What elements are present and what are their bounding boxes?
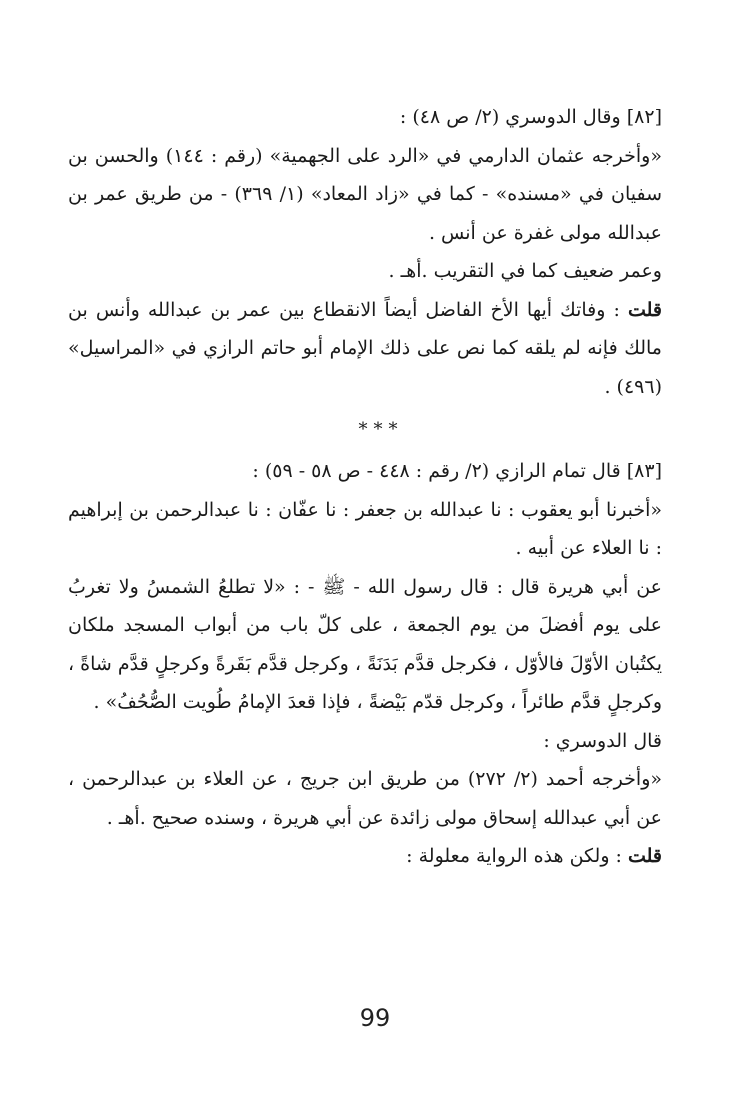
paragraph — [68, 491, 694, 568]
paragraph-text: [٨٢] وقال الدوسري (٢/ ص ٤٨) : — [399, 106, 662, 128]
paragraph-lead: قلت — [627, 298, 662, 321]
paragraph-text: عن أبي هريرة قال : قال رسول الله - ﷺ - : «لا تطلعُ الشمسُ ولا تغربُ على يوم أفضلَ من يوم الجمعة ، على كلّ باب من أبواب المسجد ملكان يكتُبان الأوّلَ فالأوّل ، فكرجل قدَّم بَدَنَةً ، وكرجل قدَّم بَقَرةً وكرجلٍ قدَّم شاةً ، وكرجلٍ قدَّم طائراً ، وكرجل قدّم بَيْضةً ، فإذا قعدَ الإمامُ طُويت الصُّحُفُ» . — [68, 575, 662, 713]
page-number: 99 — [359, 1004, 391, 1032]
paragraph — [68, 252, 694, 291]
paragraph-text: قال الدوسري : — [543, 729, 662, 752]
paragraph-text: «أخبرنا أبو يعقوب : نا عبدالله بن جعفر : نا عفّان : نا عبدالرحمن بن إبراهيم : نا العلاء عن أبيه . — [68, 498, 662, 559]
paragraph-text: «وأخرجه عثمان الدارمي في «الرد على الجهمية» (رقم : ١٤٤) والحسن بن سفيان في «مسنده» - كما في «زاد المعاد» (١/ ٣٦٩) - من طريق عمر بن عبدالله مولى غفرة عن أنس . — [68, 144, 663, 244]
paragraph-text: «وأخرجه أحمد (٢/ ٢٧٢) من طريق ابن جريج ، عن العلاء بن عبدالرحمن ، عن أبي عبدالله إسحاق مولى زائدة عن أبي هريرة ، وسنده صحيح .أهـ . — [68, 768, 662, 829]
paragraph — [68, 452, 694, 491]
paragraph-text: وعمر ضعيف كما في التقريب .أهـ . — [388, 260, 662, 282]
paragraph-text: : وفاتك أيها الأخ الفاضل أيضاً الانقطاع بين عمر بن عبدالله وأنس بن مالك فإنه لم يلقه كما نص على ذلك الإمام أبو حاتم الرازي في «المراسيل» (٤٩٦) . — [68, 298, 662, 398]
paragraph — [68, 837, 694, 876]
paragraph-text: : ولكن هذه الرواية معلولة : — [406, 845, 628, 867]
section-separator: *** — [358, 419, 404, 440]
paragraph — [68, 98, 694, 137]
paragraph — [68, 722, 694, 761]
paragraph — [68, 568, 694, 722]
paragraph — [68, 291, 694, 407]
paragraph-lead: قلت — [627, 845, 662, 867]
paragraph — [68, 760, 694, 837]
paragraph-text: [٨٣] قال تمام الرازي (٢/ رقم : ٤٤٨ - ص ٥٨ - ٥٩) : — [252, 460, 662, 482]
paragraph — [68, 137, 694, 253]
page-body — [68, 98, 694, 876]
